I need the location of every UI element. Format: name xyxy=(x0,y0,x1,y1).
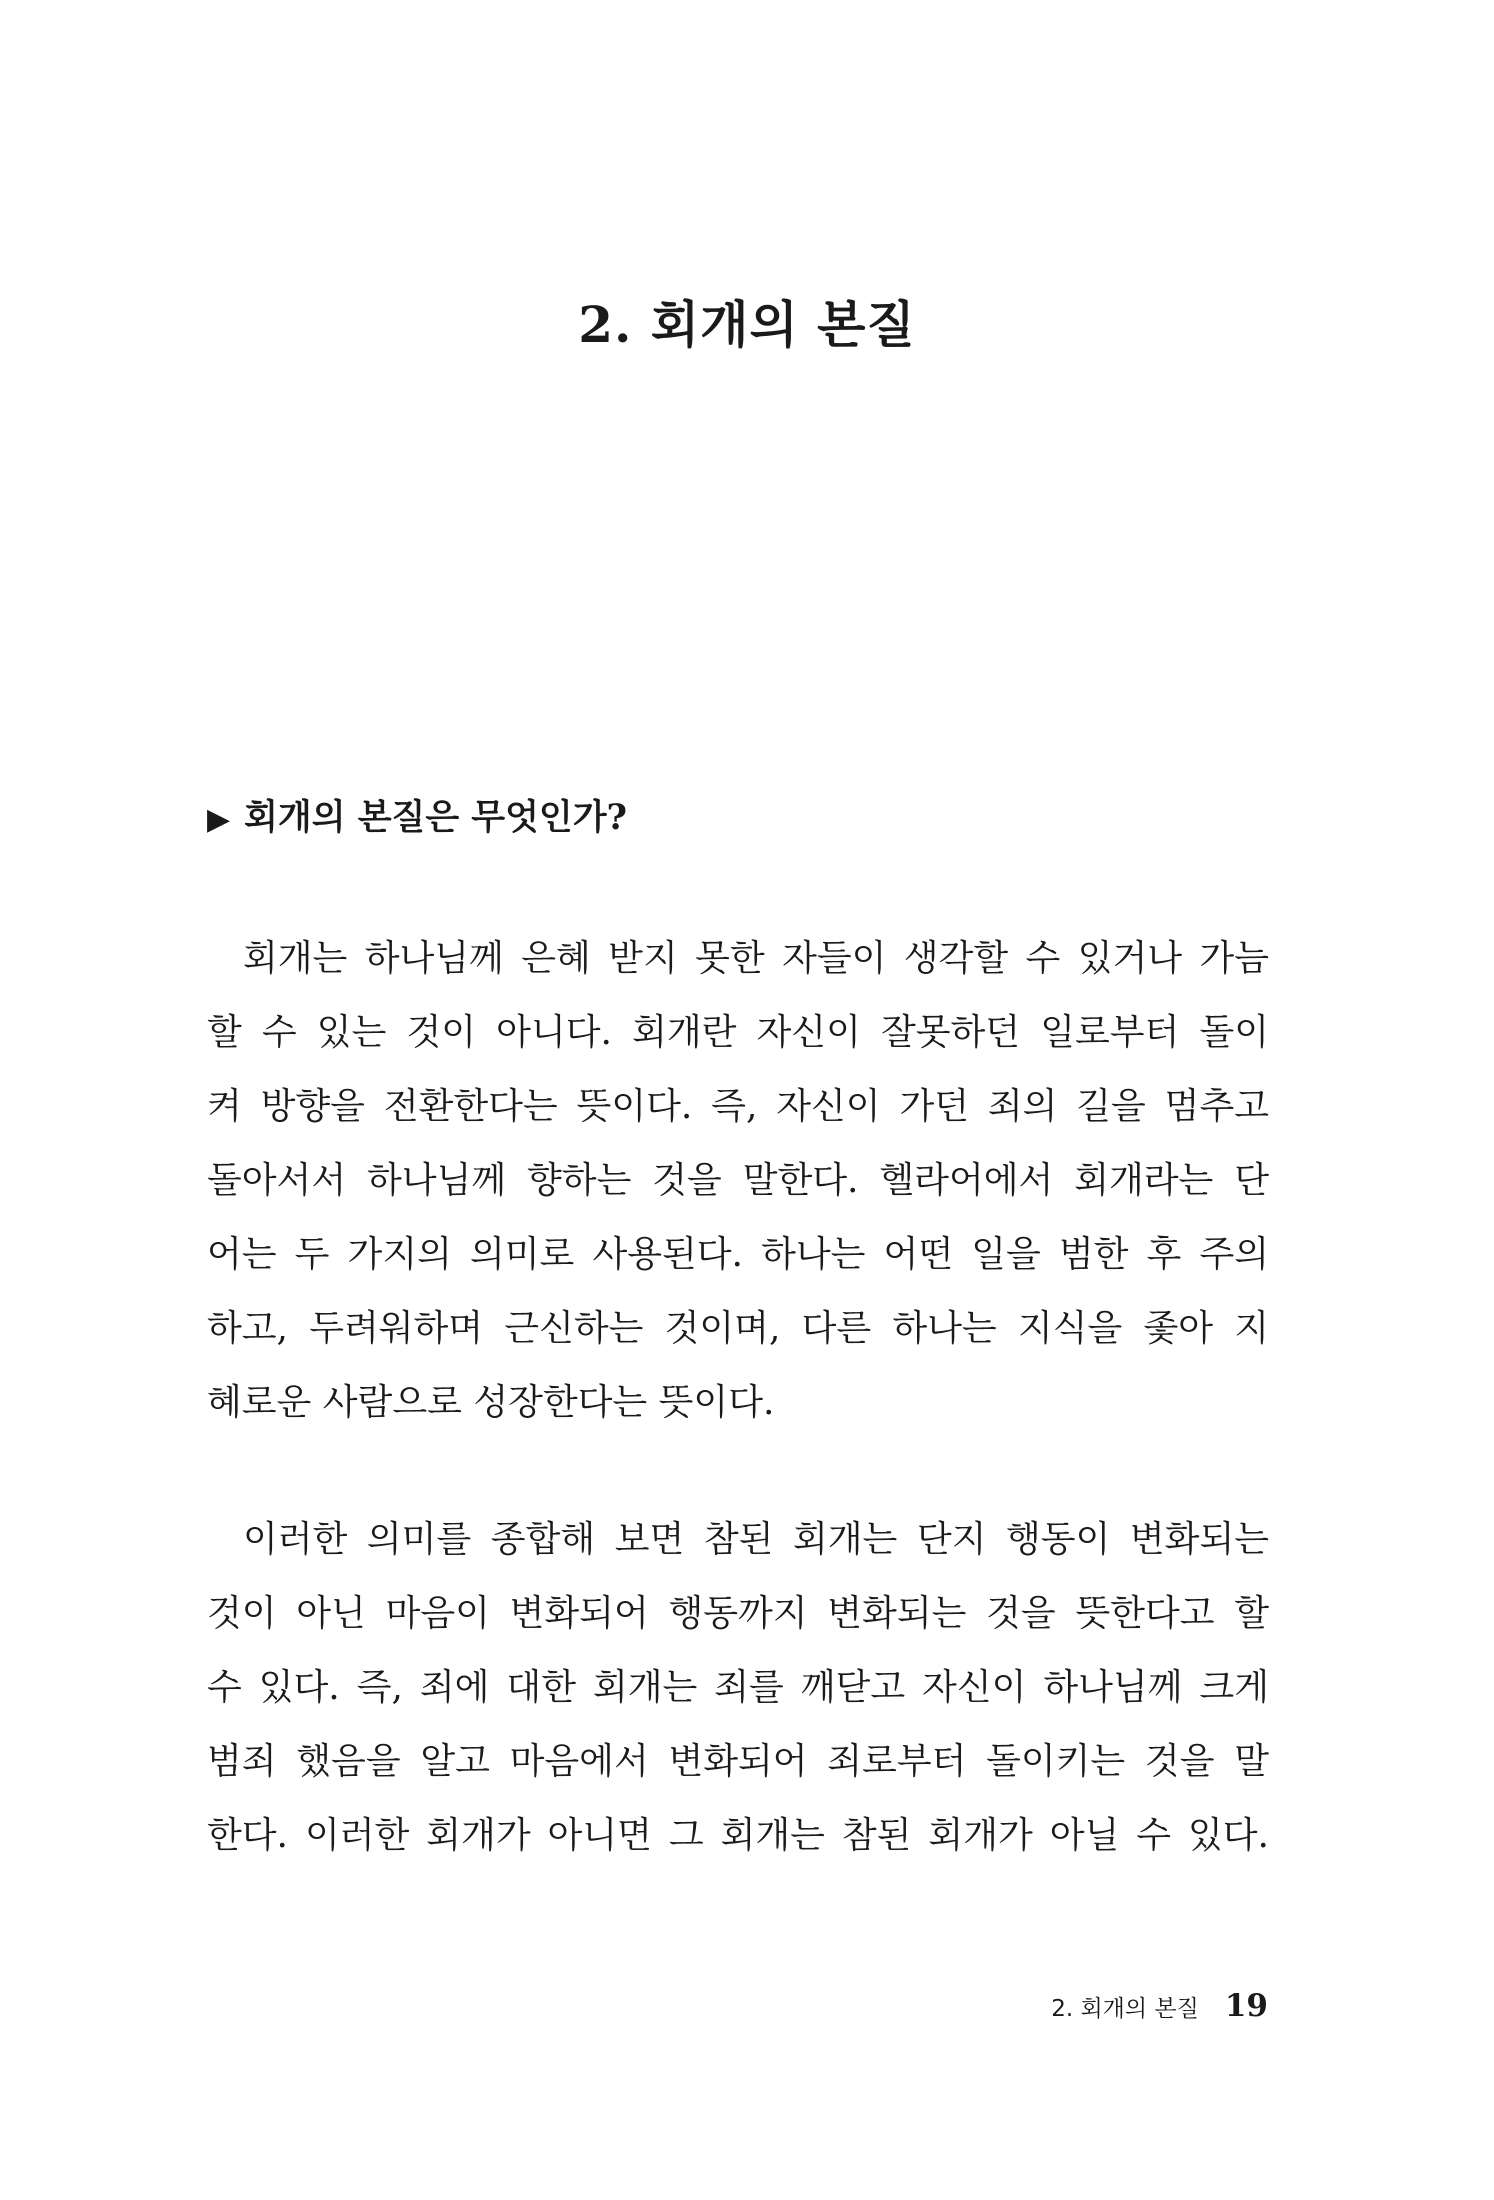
text-line: 회개는 하나님께 은혜 받지 못한 자들이 생각할 수 있거나 가늠 xyxy=(243,938,1269,979)
text-line: 어는 두 가지의 의미로 사용된다. 하나는 어떤 일을 범한 후 주의 xyxy=(207,1234,1269,1275)
text-line: 한다. 이러한 회개가 아니면 그 회개는 참된 회개가 아닐 수 있다. xyxy=(207,1815,1269,1856)
triangle-marker-icon: ▶ xyxy=(207,802,231,837)
body-paragraph-1 xyxy=(207,922,1269,1440)
text-line: 이러한 의미를 종합해 보면 참된 회개는 단지 행동이 변화되는 xyxy=(243,1519,1269,1560)
text-line: 수 있다. 즉, 죄에 대한 회개는 죄를 깨닫고 자신이 하나님께 크게 xyxy=(207,1667,1269,1708)
section-heading-text: 회개의 본질은 무엇인가? xyxy=(244,797,628,838)
page-number: 19 xyxy=(1224,1988,1268,2024)
text-line: 켜 방향을 전환한다는 뜻이다. 즉, 자신이 가던 죄의 길을 멈추고 xyxy=(207,1086,1269,1127)
text-line: 것이 아닌 마음이 변화되어 행동까지 변화되는 것을 뜻한다고 할 xyxy=(207,1593,1269,1634)
text-line: 범죄 했음을 알고 마음에서 변화되어 죄로부터 돌이키는 것을 말 xyxy=(207,1741,1269,1782)
section-heading xyxy=(207,790,627,840)
text-line: 돌아서서 하나님께 향하는 것을 말한다. 헬라어에서 회개라는 단 xyxy=(207,1160,1269,1201)
running-footer xyxy=(1051,1988,1268,2024)
text-line: 할 수 있는 것이 아니다. 회개란 자신이 잘못하던 일로부터 돌이 xyxy=(207,1012,1269,1053)
text-line: 하고, 두려워하며 근신하는 것이며, 다른 하나는 지식을 좇아 지 xyxy=(207,1308,1269,1349)
chapter-title: 2. 회개의 본질 xyxy=(578,295,916,354)
text-line: 혜로운 사람으로 성장한다는 뜻이다. xyxy=(207,1382,775,1423)
footer-running-title: 2. 회개의 본질 xyxy=(1051,1996,1199,2022)
body-paragraph-2 xyxy=(207,1503,1269,1873)
